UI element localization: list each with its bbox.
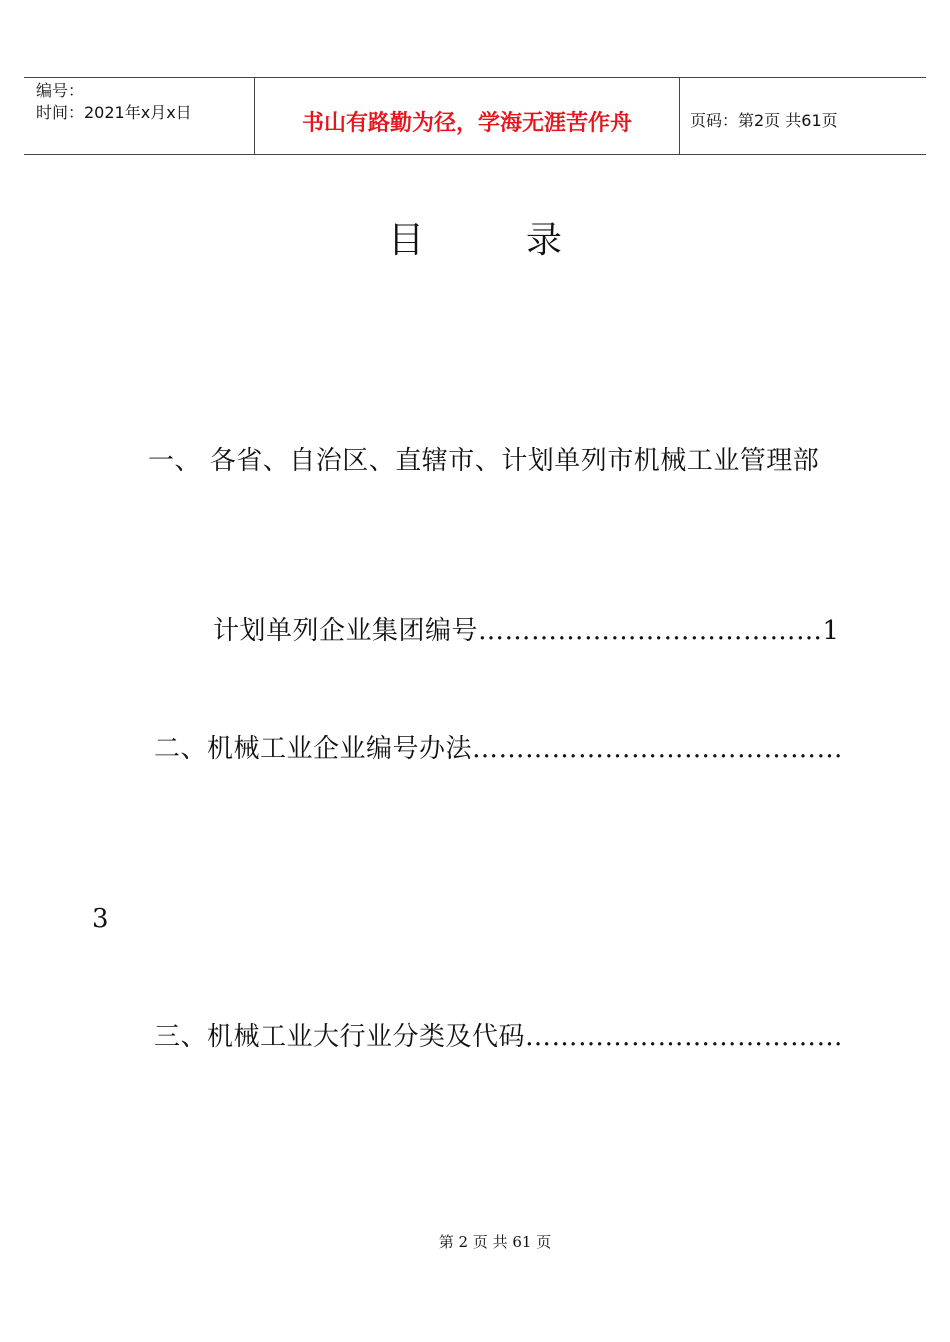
toc-title-char-2: 录: [526, 220, 563, 261]
motto-text: 书山有路勤为径，学海无涯苦作舟: [301, 111, 632, 136]
toc-entry-2: 二、机械工业企业编号办法……………………………………: [154, 734, 844, 764]
page-footer: 第 2 页 共 61 页: [438, 1233, 552, 1251]
date-label: 时间：2021年x月x日: [36, 103, 192, 122]
page-header: [24, 77, 926, 155]
toc-entry-1-line-1: 一、 各省、自治区、直辖市、计划单列市机械工业管理部: [148, 446, 820, 476]
header-page-cell: [680, 78, 926, 154]
number-label: 编号：: [36, 81, 85, 100]
page-code: 页码：第2页 共61页: [690, 111, 838, 130]
toc-title-char-1: 目: [388, 220, 425, 261]
toc-entry-2-page: 3: [92, 904, 110, 934]
toc-title: [0, 215, 950, 267]
header-meta-cell: [24, 78, 254, 154]
header-motto-cell: [254, 78, 680, 154]
toc-entry-1-line-2: 计划单列企业集团编号…………………………………1: [213, 616, 840, 646]
toc-entry-3: 三、机械工业大行业分类及代码………………………………: [154, 1022, 844, 1052]
